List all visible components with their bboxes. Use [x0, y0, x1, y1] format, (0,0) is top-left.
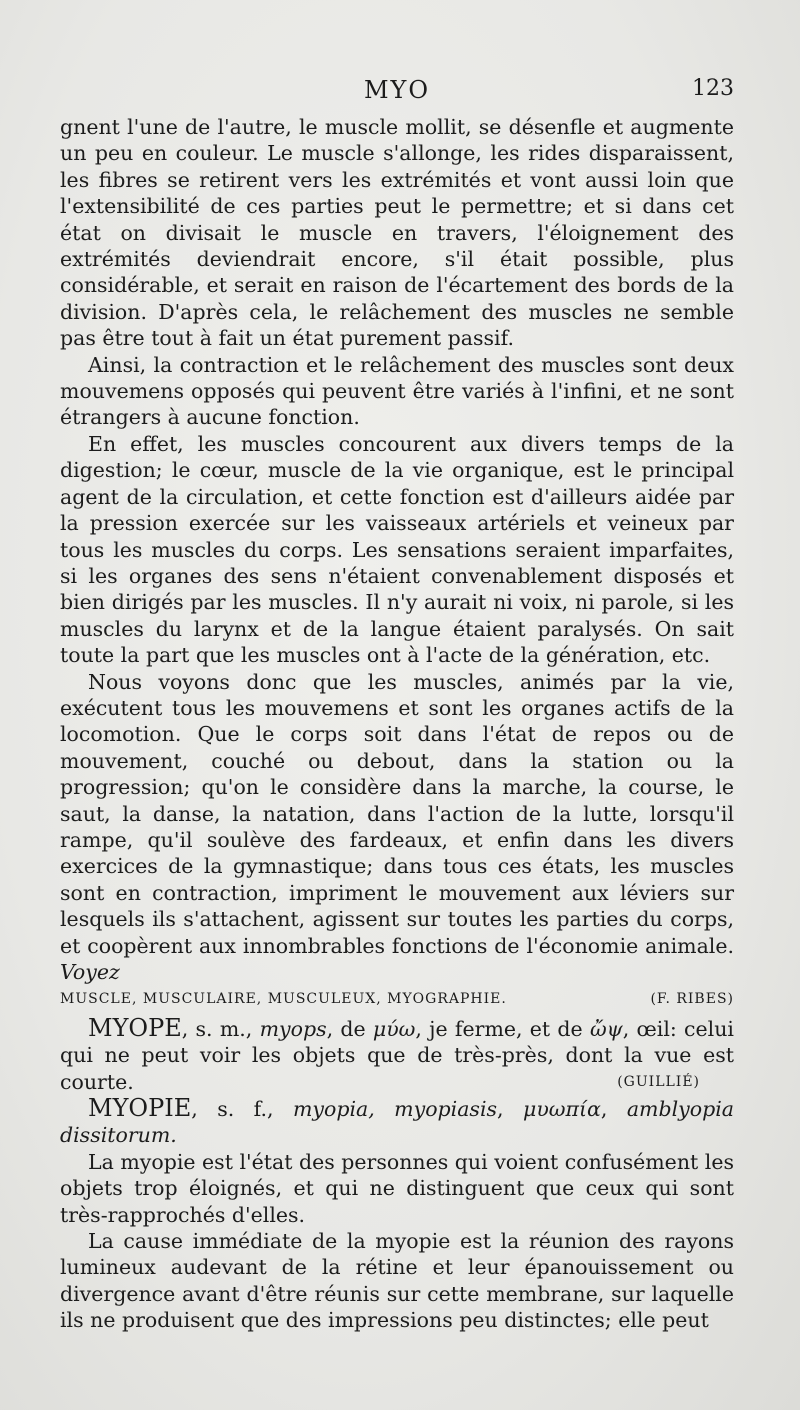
- myopie-latin: myopia, myopiasis: [292, 1097, 498, 1122]
- running-head: MYO: [363, 76, 431, 104]
- myopie-sep: ,: [497, 1097, 523, 1122]
- myope-definition: , œil: celui qui ne peut voir les objets que de très-près, dont la vue est courte.: [60, 1016, 734, 1094]
- page-header: [60, 76, 734, 110]
- paragraph-5: La myopie est l'état des personnes qui voient confusément les objets trop éloignés, et qui ne distinguent que ceux qui sont très-rapprochés d'elles.: [60, 1149, 734, 1227]
- paragraph-4: [60, 669, 734, 986]
- paragraph-6: La cause immédiate de la myopie est la réunion des rayons lumineux audevant de la rétine et leur épanouissement ou divergence avant d'être réunis sur cette membrane, sur laquelle ils ne produisent que des impressions peu distinctes; elle peut: [60, 1229, 734, 1333]
- myopie-pos: , s. f.,: [191, 1097, 293, 1122]
- myope-greek-1: μύω: [372, 1016, 416, 1041]
- voyez-label: Voyez: [60, 960, 120, 984]
- entry-myopie: [60, 1095, 734, 1149]
- paragraph-4-text: Nous voyons donc que les muscles, animés par la vie, exécutent tous les mouvemens et sont les organes actifs de la locomotion. Que le corps soit dans l'état de repos ou de mouvement, couché ou debout, dans la station ou la progression; qu'on le considère dans la marche, la course, le saut, la danse, la natation, dans l'action de la lutte, lorsqu'il rampe, qu'il soulève des fardeaux, et enfin dans les divers exercices de la gymnastique; dans tous ces états, les muscles sont en contraction, impriment le mouvement aux léviers sur lesquels ils s'attachent, agissent sur toutes les parties du corps, et coopèrent aux innombrables fonctions de l'économie animale.: [60, 669, 734, 958]
- paragraph-2: Ainsi, la contraction et le relâchement des muscles sont deux mouvemens opposés qui peuvent être variés à l'infini, et ne sont étrangers à aucune fonction.: [60, 352, 734, 430]
- myope-mid: , je ferme, et de: [415, 1016, 590, 1041]
- paragraph-3: En effet, les muscles concourent aux divers temps de la digestion; le cœur, muscle de la vie organique, est le principal agent de la circulation, et cette fonction est d'ailleurs aidée par la pression exercée sur les vaisseaux artériels et veineux par tous les muscles du corps. Les sensations seraient imparfaites, si les organes des sens n'étaient convenablement disposés et bien dirigés par les muscles. Il n'y aurait ni voix, ni parole, si les muscles du larynx et de la langue étaient paralysés. On sait toute la part que les muscles ont à l'acte de la génération, etc.: [60, 431, 734, 668]
- headword-myopie: MYOPIE: [88, 1094, 192, 1123]
- myope-pos: , s. m.,: [181, 1016, 260, 1041]
- paragraph-1: gnent l'une de l'autre, le muscle mollit, se désenfle et augmente un peu en couleur. Le muscle s'allonge, les rides disparaissent, les fibres se retirent vers les extrémités et vont aussi loin que l'extensibilité de ces parties peut le permettre; et si dans cet état on divisait le muscle en travers, l'éloignement des extrémités deviendrait encore, s'il était possible, plus considérable, et serait en raison de l'écartement des bords de la division. D'après cela, le relâchement des muscles ne semble pas être tout à fait un état purement passif.: [60, 115, 734, 351]
- myope-latin: myops: [259, 1016, 327, 1041]
- headword-myope: MYOPE: [88, 1013, 182, 1042]
- myope-greek-2: ὤψ: [589, 1016, 623, 1041]
- page-number: 123: [692, 76, 734, 101]
- page-body: [60, 114, 734, 1334]
- myopie-sep-2: ,: [600, 1097, 627, 1122]
- cross-reference-terms: MUSCLE, MUSCULAIRE, MUSCULEUX, MYOGRAPHIE.: [60, 991, 507, 1008]
- myope-de: , de: [326, 1016, 373, 1041]
- myopie-greek: μυωπία: [523, 1097, 601, 1122]
- myopie-latin-2: amblyopia dissitorum.: [60, 1097, 734, 1148]
- entry-myope: [60, 1015, 734, 1095]
- cross-reference: [60, 986, 734, 1012]
- cross-reference-author: (F. RIBES): [650, 991, 734, 1008]
- myope-author: (GUILLIÉ): [617, 1073, 700, 1090]
